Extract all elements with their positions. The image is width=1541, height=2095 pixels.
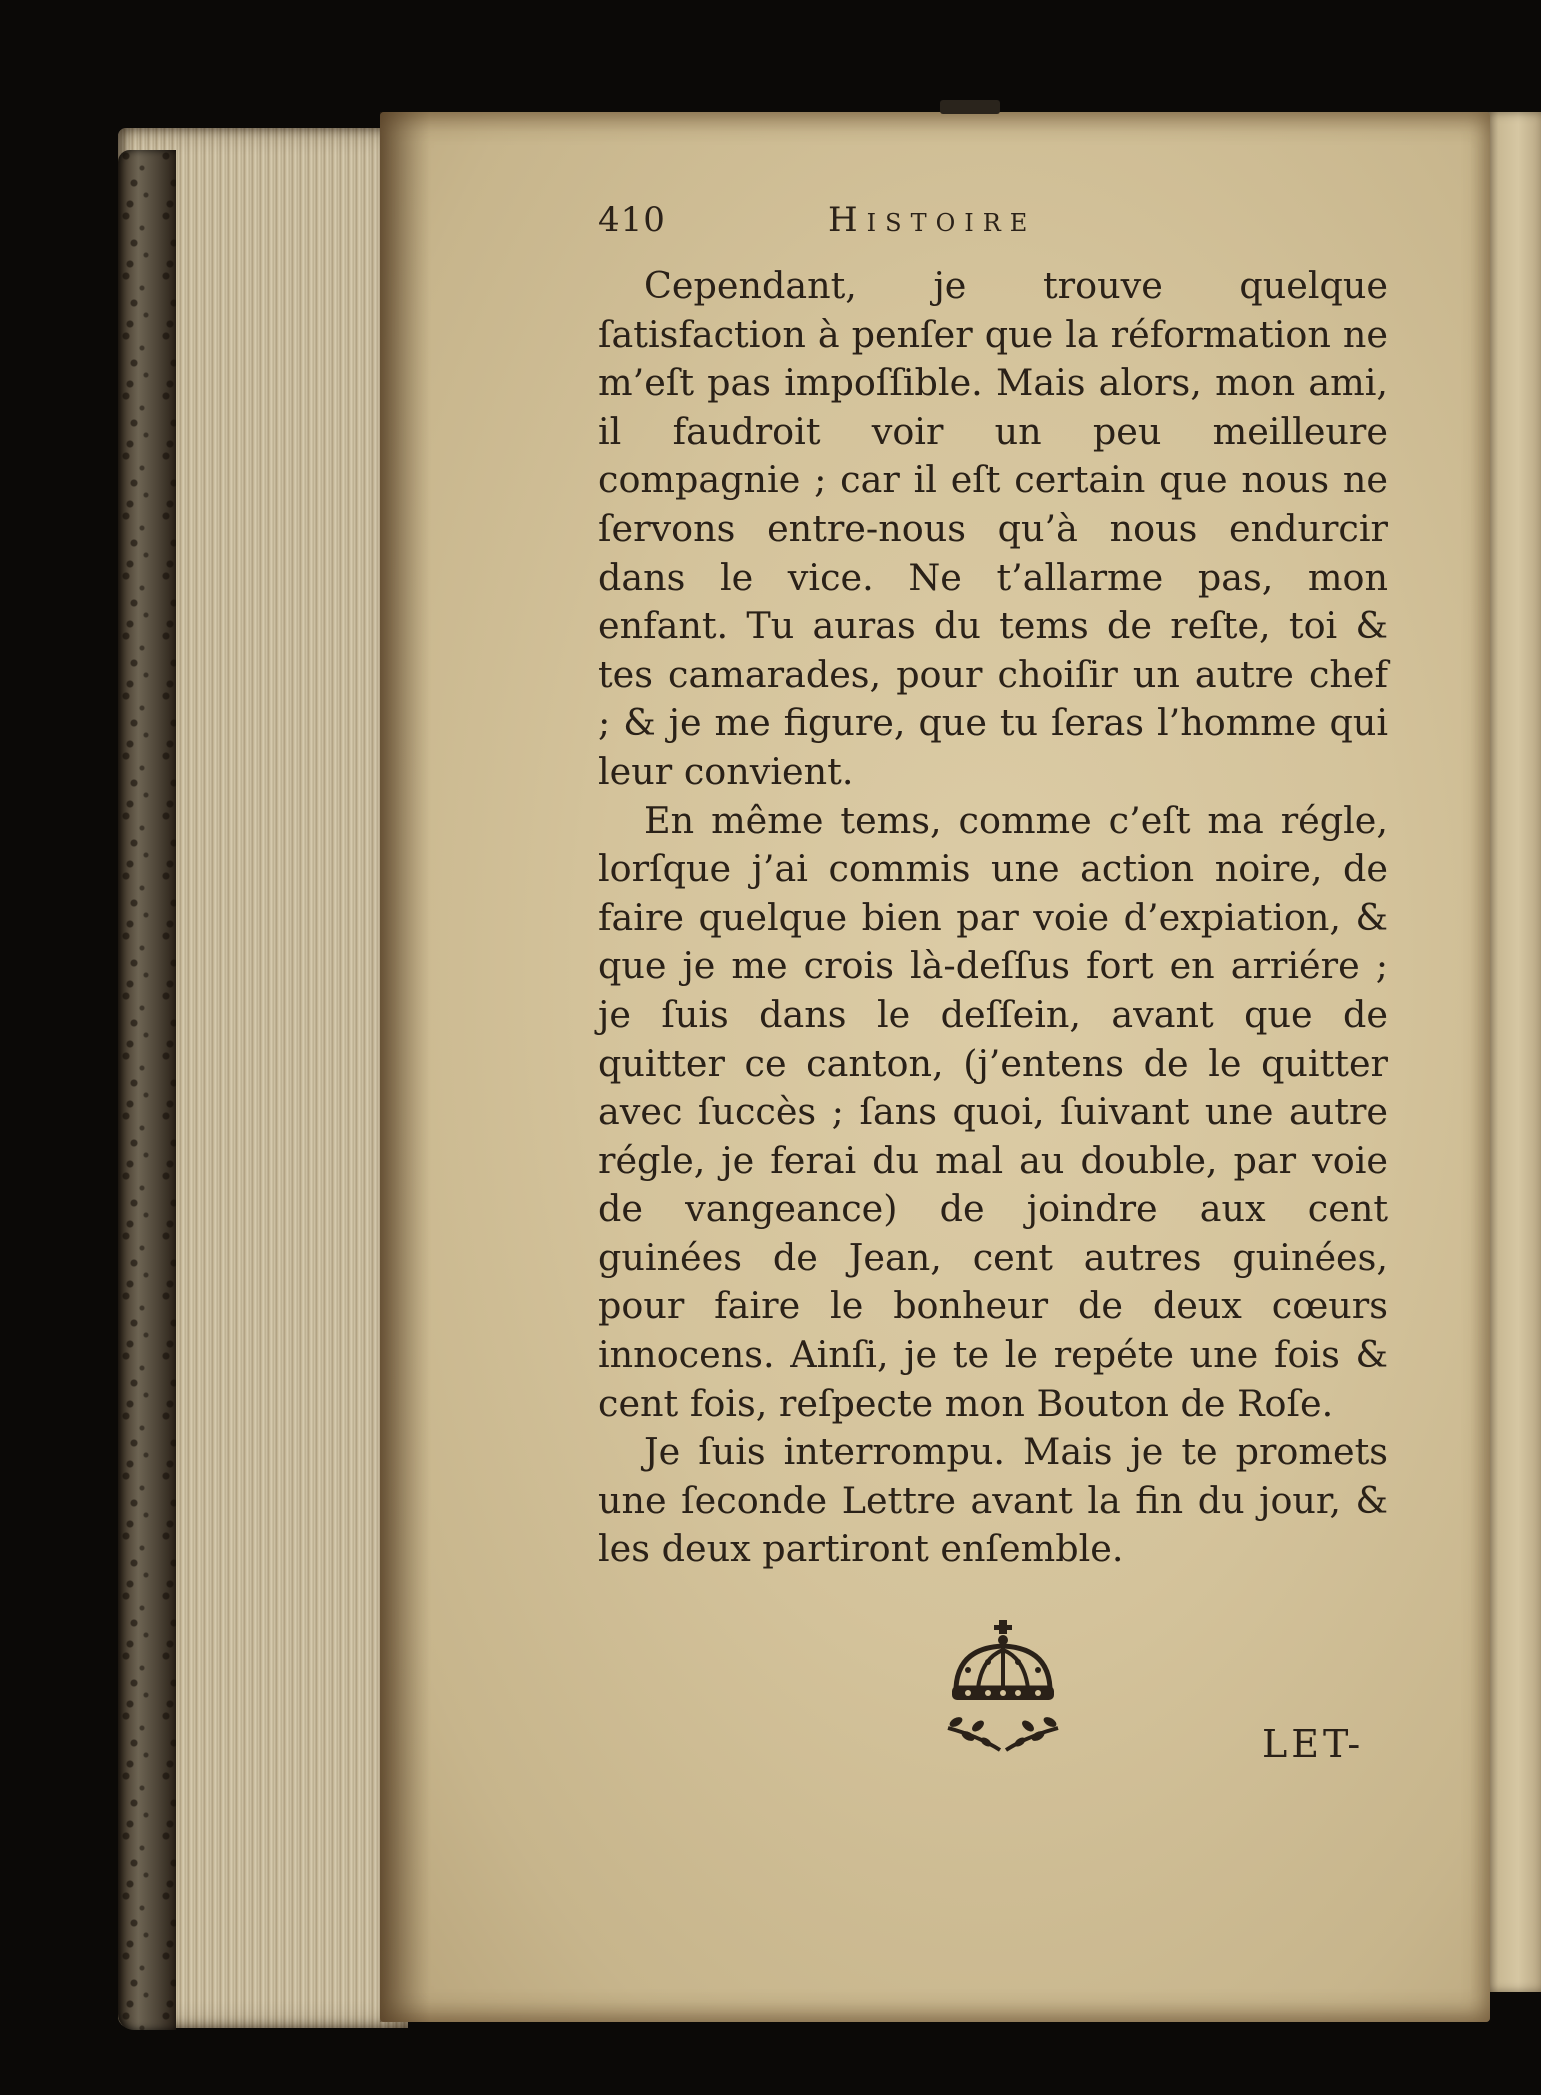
book-cover-edge bbox=[118, 150, 176, 2030]
page-body-text bbox=[598, 262, 1388, 1574]
catchword: LET- bbox=[1262, 1722, 1365, 1766]
spine-top bbox=[940, 100, 1000, 114]
paragraph-2: En même tems, comme c’eſt ma régle, lorſque j’ai commis une action noire, de faire quelque bien par voie d’expiation, & que je me crois là-deſſus fort en arriére ; je ſuis dans le deſſein, avant que de quitter ce canton, (j’entens de le quitter avec ſuccès ; ſans quoi, ſuivant une autre régle, je ferai du mal au double, par voie de vangeance) de joindre aux cent guinées de Jean, cent autres guinées, pour faire le bonheur de deux cœurs innocens. Ainſi, je te le repéte une fois & cent fois, reſpecte mon Bouton de Roſe. bbox=[598, 798, 1388, 1425]
facing-page-edge bbox=[1484, 112, 1541, 1992]
gutter-shadow bbox=[380, 112, 430, 2022]
crown-with-laurel-ornament-icon bbox=[938, 1618, 1068, 1758]
cover-speckle bbox=[118, 150, 176, 2030]
paragraph-3: Je ſuis interrompu. Mais je te promets une ſeconde Lettre avant la fin du jour, & les deux partiront enſemble. bbox=[598, 1430, 1388, 1571]
running-head bbox=[598, 200, 1198, 250]
paragraph-1: Cependant, je trouve quelque ſatisfaction à penſer que la réformation ne m’eſt pas impoſſible. Mais alors, mon ami, il faudroit voir un peu meilleure compagnie ; car il eſt certain que nous ne ſervons entre-nous qu’à nous endurcir dans le vice. Ne t’allarme pas, mon enfant. Tu auras du tems de reſte, toi & tes camarades, pour choiſir un autre chef ; & je me figure, que tu ſeras l’homme qui leur convient. bbox=[598, 264, 1388, 793]
running-title: Histoire bbox=[828, 200, 1037, 240]
page-number: 410 bbox=[598, 200, 666, 240]
